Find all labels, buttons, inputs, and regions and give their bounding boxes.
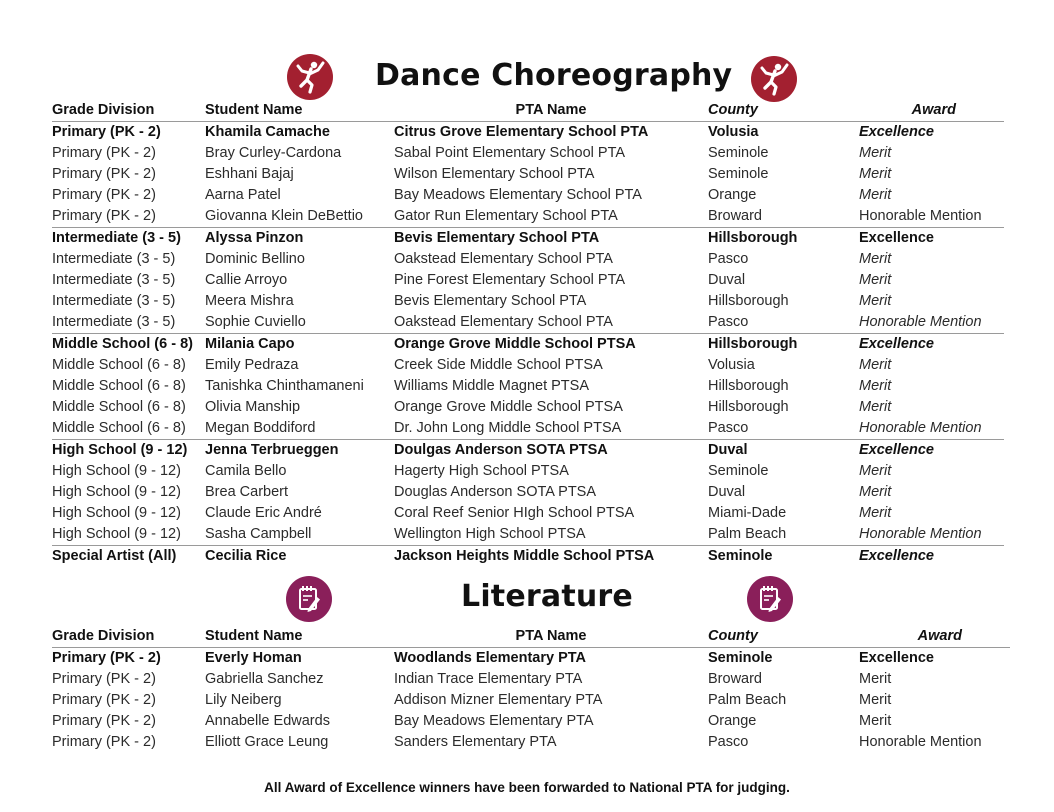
pta-name-cell: Wellington High School PTSA bbox=[394, 526, 586, 542]
pta-name-cell: Wilson Elementary School PTA bbox=[394, 166, 595, 182]
table-row bbox=[52, 482, 1004, 503]
table-row bbox=[52, 185, 1004, 206]
award-cell: Excellence bbox=[859, 440, 1004, 462]
grade-division-cell: Intermediate (3 - 5) bbox=[52, 293, 176, 309]
pta-name-cell: Douglas Anderson SOTA PTSA bbox=[394, 484, 597, 500]
table-row-winner bbox=[52, 122, 1004, 144]
grade-division-cell: Primary (PK - 2) bbox=[52, 187, 156, 203]
grade-division-cell: High School (9 - 12) bbox=[52, 526, 181, 542]
grade-division-cell: Intermediate (3 - 5) bbox=[52, 251, 176, 267]
header-grade-division: Grade Division bbox=[52, 628, 155, 644]
award-cell: Merit bbox=[859, 251, 892, 267]
award-cell: Merit bbox=[859, 293, 892, 309]
county-cell: Seminole bbox=[708, 546, 859, 568]
dance-icon-left bbox=[287, 54, 333, 100]
table-row bbox=[52, 376, 1004, 397]
county-cell: Orange bbox=[708, 713, 757, 729]
county-cell: Seminole bbox=[708, 166, 769, 182]
award-cell: Excellence bbox=[859, 334, 1004, 356]
student-name-cell: Milania Capo bbox=[205, 334, 394, 356]
county-cell: Palm Beach bbox=[708, 692, 787, 708]
county-cell: Duval bbox=[708, 440, 859, 462]
grade-division-cell: High School (9 - 12) bbox=[52, 463, 181, 479]
award-cell: Merit bbox=[859, 187, 892, 203]
student-name-cell: Meera Mishra bbox=[205, 293, 294, 309]
table-row bbox=[52, 418, 1004, 440]
award-cell: Excellence bbox=[859, 650, 934, 666]
award-cell: Merit bbox=[859, 399, 892, 415]
table-row-winner bbox=[52, 334, 1004, 356]
award-cell: Merit bbox=[859, 484, 892, 500]
award-cell: Excellence bbox=[859, 228, 1004, 250]
grade-division-cell: Middle School (6 - 8) bbox=[52, 357, 186, 373]
dance-awards-table bbox=[52, 100, 1004, 567]
student-name-cell: Annabelle Edwards bbox=[205, 713, 330, 729]
literature-awards-table bbox=[52, 626, 1010, 753]
student-name-cell: Giovanna Klein DeBettio bbox=[205, 208, 363, 224]
award-cell: Honorable Mention bbox=[859, 526, 982, 542]
county-cell: Hillsborough bbox=[708, 399, 789, 415]
county-cell: Palm Beach bbox=[708, 526, 787, 542]
grade-division-cell: High School (9 - 12) bbox=[52, 505, 181, 521]
pta-name-cell: Woodlands Elementary PTA bbox=[394, 650, 587, 666]
student-name-cell: Brea Carbert bbox=[205, 484, 289, 500]
student-name-cell: Emily Pedraza bbox=[205, 357, 299, 373]
county-cell: Hillsborough bbox=[708, 293, 789, 309]
header-award: Award bbox=[911, 102, 956, 118]
table-row-winner bbox=[52, 546, 1004, 568]
award-cell: Honorable Mention bbox=[859, 208, 982, 224]
footer-note: All Award of Excellence winners have been forwarded to National PTA for judging. bbox=[264, 780, 790, 795]
pta-name-cell: Sabal Point Elementary School PTA bbox=[394, 145, 626, 161]
header-grade-division: Grade Division bbox=[52, 102, 155, 118]
pta-name-cell: Bevis Elementary School PTA bbox=[394, 228, 708, 250]
pta-name-cell: Oakstead Elementary School PTA bbox=[394, 251, 613, 267]
award-cell: Merit bbox=[859, 166, 892, 182]
table-row bbox=[52, 669, 1010, 690]
grade-division-cell: Middle School (6 - 8) bbox=[52, 378, 186, 394]
pta-name-cell: Dr. John Long Middle School PTSA bbox=[394, 420, 622, 436]
student-name-cell: Eshhani Bajaj bbox=[205, 166, 294, 182]
pta-name-cell: Citrus Grove Elementary School PTA bbox=[394, 124, 649, 140]
pta-name-cell: Addison Mizner Elementary PTA bbox=[394, 692, 603, 708]
pta-name-cell: Coral Reef Senior HIgh School PTSA bbox=[394, 505, 635, 521]
dance-section-title: Dance Choreography bbox=[375, 58, 733, 93]
award-cell: Merit bbox=[859, 671, 892, 687]
county-cell: Miami-Dade bbox=[708, 505, 787, 521]
student-name-cell: Everly Homan bbox=[205, 650, 302, 666]
award-cell: Honorable Mention bbox=[859, 734, 982, 750]
grade-division-cell: High School (9 - 12) bbox=[52, 440, 205, 462]
header-student-name: Student Name bbox=[205, 102, 303, 118]
dancer-icon bbox=[287, 54, 333, 100]
student-name-cell: Sophie Cuviello bbox=[205, 314, 306, 330]
table-row bbox=[52, 732, 1010, 753]
pta-name-cell: Gator Run Elementary School PTA bbox=[394, 208, 618, 224]
header-student-name: Student Name bbox=[205, 628, 303, 644]
grade-division-cell: Intermediate (3 - 5) bbox=[52, 228, 205, 250]
table-row bbox=[52, 690, 1010, 711]
table-row bbox=[52, 249, 1004, 270]
grade-division-cell: Middle School (6 - 8) bbox=[52, 420, 186, 436]
pta-name-cell: Doulgas Anderson SOTA PTSA bbox=[394, 440, 708, 462]
county-cell: Duval bbox=[708, 484, 746, 500]
table-row bbox=[52, 143, 1004, 164]
literature-section-title: Literature bbox=[461, 579, 633, 614]
grade-division-cell: Primary (PK - 2) bbox=[52, 713, 156, 729]
pta-name-cell: Oakstead Elementary School PTA bbox=[394, 314, 613, 330]
student-name-cell: Jenna Terbrueggen bbox=[205, 440, 394, 462]
award-cell: Excellence bbox=[859, 124, 934, 140]
table-header-row bbox=[52, 626, 1010, 648]
pta-name-cell: Bevis Elementary School PTA bbox=[394, 293, 587, 309]
student-name-cell: Lily Neiberg bbox=[205, 692, 282, 708]
award-cell: Merit bbox=[859, 692, 892, 708]
student-name-cell: Camila Bello bbox=[205, 463, 287, 479]
table-row-winner bbox=[52, 440, 1004, 462]
literature-icon-left bbox=[286, 576, 332, 622]
county-cell: Pasco bbox=[708, 420, 749, 436]
county-cell: Pasco bbox=[708, 251, 749, 267]
county-cell: Volusia bbox=[708, 124, 759, 140]
pta-name-cell: Creek Side Middle School PTSA bbox=[394, 357, 603, 373]
student-name-cell: Callie Arroyo bbox=[205, 272, 288, 288]
table-row-winner bbox=[52, 228, 1004, 250]
student-name-cell: Dominic Bellino bbox=[205, 251, 305, 267]
pta-name-cell: Sanders Elementary PTA bbox=[394, 734, 557, 750]
header-pta-name: PTA Name bbox=[515, 102, 587, 118]
county-cell: Broward bbox=[708, 671, 762, 687]
grade-division-cell: Primary (PK - 2) bbox=[52, 671, 156, 687]
dancer-icon bbox=[751, 56, 797, 102]
county-cell: Duval bbox=[708, 272, 746, 288]
table-row bbox=[52, 524, 1004, 546]
grade-division-cell: Primary (PK - 2) bbox=[52, 124, 161, 140]
student-name-cell: Tanishka Chinthamaneni bbox=[205, 378, 364, 394]
award-cell: Merit bbox=[859, 713, 892, 729]
pta-name-cell: Bay Meadows Elementary PTA bbox=[394, 713, 594, 729]
grade-division-cell: Primary (PK - 2) bbox=[52, 692, 156, 708]
student-name-cell: Claude Eric André bbox=[205, 505, 322, 521]
pta-name-cell: Orange Grove Middle School PTSA bbox=[394, 334, 708, 356]
student-name-cell: Megan Boddiford bbox=[205, 420, 316, 436]
header-pta-name: PTA Name bbox=[515, 628, 587, 644]
student-name-cell: Alyssa Pinzon bbox=[205, 228, 394, 250]
table-row bbox=[52, 312, 1004, 334]
county-cell: Broward bbox=[708, 208, 762, 224]
table-row bbox=[52, 206, 1004, 228]
student-name-cell: Cecilia Rice bbox=[205, 546, 394, 568]
award-cell: Merit bbox=[859, 145, 892, 161]
grade-division-cell: Primary (PK - 2) bbox=[52, 734, 156, 750]
award-cell: Merit bbox=[859, 463, 892, 479]
table-row bbox=[52, 291, 1004, 312]
literature-icon-right bbox=[747, 576, 793, 622]
award-cell: Honorable Mention bbox=[859, 420, 982, 436]
pta-name-cell: Bay Meadows Elementary School PTA bbox=[394, 187, 642, 203]
student-name-cell: Bray Curley-Cardona bbox=[205, 145, 342, 161]
dance-icon-right bbox=[751, 56, 797, 102]
grade-division-cell: Middle School (6 - 8) bbox=[52, 399, 186, 415]
table-row bbox=[52, 270, 1004, 291]
table-row bbox=[52, 164, 1004, 185]
county-cell: Pasco bbox=[708, 734, 749, 750]
table-row bbox=[52, 711, 1010, 732]
award-cell: Merit bbox=[859, 272, 892, 288]
grade-division-cell: Middle School (6 - 8) bbox=[52, 334, 205, 356]
pta-name-cell: Jackson Heights Middle School PTSA bbox=[394, 546, 708, 568]
header-county: County bbox=[708, 628, 758, 644]
student-name-cell: Olivia Manship bbox=[205, 399, 301, 415]
student-name-cell: Gabriella Sanchez bbox=[205, 671, 324, 687]
grade-division-cell: Intermediate (3 - 5) bbox=[52, 314, 176, 330]
student-name-cell: Aarna Patel bbox=[205, 187, 281, 203]
grade-division-cell: Primary (PK - 2) bbox=[52, 145, 156, 161]
county-cell: Hillsborough bbox=[708, 378, 789, 394]
grade-division-cell: High School (9 - 12) bbox=[52, 484, 181, 500]
county-cell: Seminole bbox=[708, 463, 769, 479]
county-cell: Hillsborough bbox=[708, 334, 859, 356]
pta-name-cell: Pine Forest Elementary School PTA bbox=[394, 272, 626, 288]
county-cell: Pasco bbox=[708, 314, 749, 330]
pta-name-cell: Hagerty High School PTSA bbox=[394, 463, 569, 479]
header-award: Award bbox=[917, 628, 962, 644]
table-row bbox=[52, 355, 1004, 376]
student-name-cell: Khamila Camache bbox=[205, 124, 330, 140]
grade-division-cell: Special Artist (All) bbox=[52, 546, 205, 568]
award-cell: Excellence bbox=[859, 546, 1004, 568]
header-county: County bbox=[708, 102, 758, 118]
county-cell: Orange bbox=[708, 187, 757, 203]
award-cell: Merit bbox=[859, 378, 892, 394]
pta-name-cell: Orange Grove Middle School PTSA bbox=[394, 399, 623, 415]
notepad-pencil-icon bbox=[747, 576, 793, 622]
county-cell: Volusia bbox=[708, 357, 755, 373]
award-cell: Merit bbox=[859, 357, 892, 373]
grade-division-cell: Primary (PK - 2) bbox=[52, 650, 161, 666]
table-row bbox=[52, 503, 1004, 524]
student-name-cell: Sasha Campbell bbox=[205, 526, 312, 542]
table-row bbox=[52, 461, 1004, 482]
pta-name-cell: Williams Middle Magnet PTSA bbox=[394, 378, 589, 394]
table-row bbox=[52, 397, 1004, 418]
grade-division-cell: Intermediate (3 - 5) bbox=[52, 272, 176, 288]
county-cell: Hillsborough bbox=[708, 228, 859, 250]
notepad-pencil-icon bbox=[286, 576, 332, 622]
table-header-row bbox=[52, 100, 1004, 122]
county-cell: Seminole bbox=[708, 650, 773, 666]
county-cell: Seminole bbox=[708, 145, 769, 161]
award-cell: Honorable Mention bbox=[859, 314, 982, 330]
student-name-cell: Elliott Grace Leung bbox=[205, 734, 329, 750]
grade-division-cell: Primary (PK - 2) bbox=[52, 208, 156, 224]
pta-name-cell: Indian Trace Elementary PTA bbox=[394, 671, 583, 687]
table-row-winner bbox=[52, 648, 1010, 670]
grade-division-cell: Primary (PK - 2) bbox=[52, 166, 156, 182]
award-cell: Merit bbox=[859, 505, 892, 521]
